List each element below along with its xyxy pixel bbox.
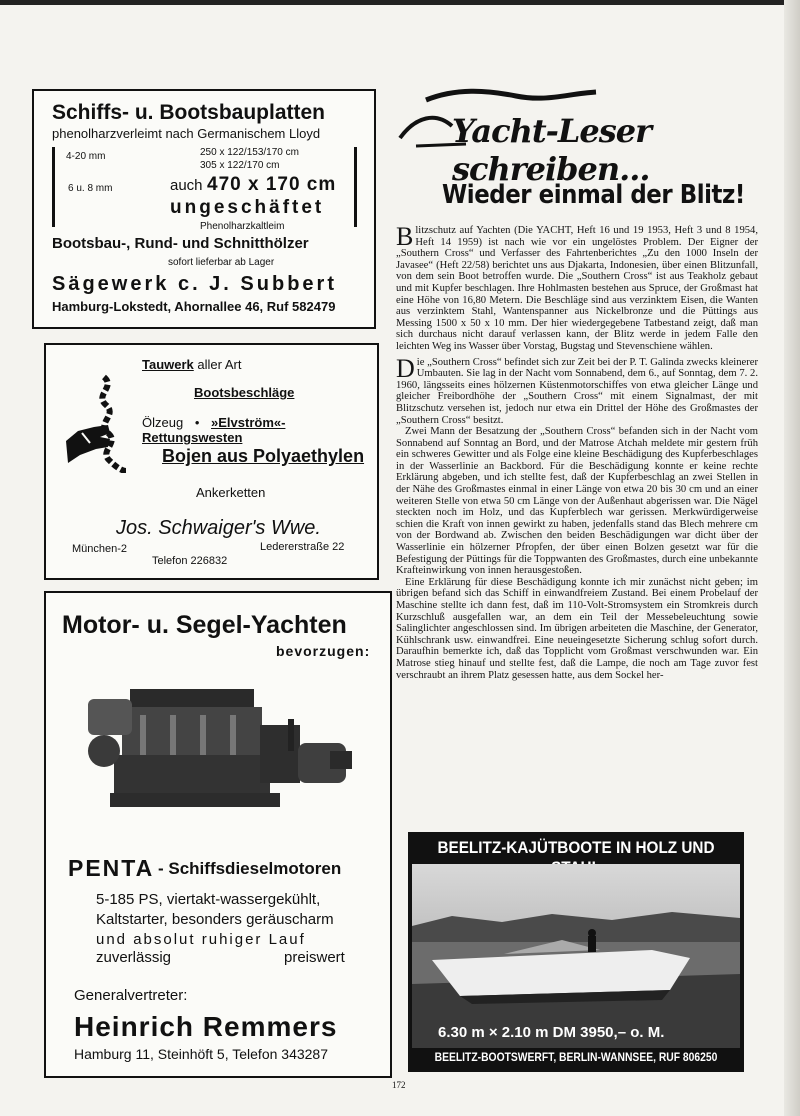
ad1-thickness-2: 6 u. 8 mm (68, 183, 113, 194)
ad1-stock: sofort lieferbar ab Lager (168, 257, 275, 268)
ad2-oilskins: Ölzeug (142, 415, 184, 430)
article-body (396, 222, 758, 681)
ad3-affordable: preiswert (284, 949, 345, 966)
ad3-brand: PENTA (68, 855, 155, 881)
ad1-woods: Bootsbau-, Rund- und Schnitthölzer (52, 235, 309, 252)
ad-rigging-supplies (44, 343, 379, 580)
ad4-specs: 6.30 m × 2.10 m DM 3950,– o. M. (438, 1024, 665, 1041)
article-headline: Wieder einmal der Blitz! (442, 180, 745, 210)
letters-heading (396, 86, 751, 188)
ad2-anchor-chains: Ankerketten (196, 485, 266, 500)
ad2-company: Jos. Schwaiger's Wwe. (116, 517, 321, 539)
ad3-feature-3: und absolut ruhiger Lauf (96, 931, 306, 948)
article-paragraph-1 (396, 222, 758, 353)
ad3-prefer: bevorzugen: (276, 643, 371, 659)
page-number: 172 (392, 1080, 406, 1090)
article-paragraph-3: Zwei Mann der Besatzung der „Southern Cross“ befanden sich in der Nacht vom Sonnabend auf Sonntag an Bord, und der Matrose Atchah meldete mir gestern früh ein schweres Gewitter und als Folge eine kleine Beschädigung des Kupferbeschlages in der Wasserlinie an Backbord. Für die Beschädigung konnte er keine rechte Erklärung abgeben, und ich stellte fest, daß der Kupferbeschlag an zwei Stellen in der Nähe des Großmastes einmal in einer Länge von etwa 20 bis 30 cm und an einer weiteren Stelle von etwa 50 cm Länge von der Außenhaut abgerissen war. Die Nägel steckten noch im Holz, und das Kupferblech war gerissen. Merkwürdigerweise schien die Kraft von innen gewirkt zu haben, jedenfalls stand das Blech mehrere cm von der Bordwand ab. Zwischen den beiden Beschädigungen war dicht über der Wasserlinie ein hölzerner Pfropfen, der über einen Bolzen gesetzt war für die Befestigung der Püttings für die Toppwanten des Großmastes, durch eine unbekannte Krafteinwirkung von innen herausgestoßen. (396, 426, 758, 577)
ad3-feature-2: Kaltstarter, besonders geräuscharm (96, 911, 334, 928)
ad3-feature-1: 5-185 PS, viertakt-wassergekühlt, (96, 891, 321, 908)
ad2-rope-rest: aller Art (197, 357, 242, 372)
ad3-rep-label: Generalvertreter: (74, 987, 188, 1004)
ad2-lifejackets: »Elvström«-Rettungswesten (142, 415, 286, 445)
ad3-title: Motor- u. Segel-Yachten (62, 611, 347, 639)
motorboat-photo (412, 864, 740, 1048)
ad1-right-bar (354, 147, 357, 227)
ad1-sizes-2: 305 x 122/170 cm (200, 160, 280, 171)
ad2-fittings: Bootsbeschläge (194, 385, 295, 400)
ad3-product: - Schiffsdieselmotoren (158, 859, 342, 878)
ad2-buoys: Bojen aus Polyaethylen (162, 446, 365, 466)
article-paragraph-2 (396, 353, 758, 427)
article-paragraph-4: Eine Erklärung für diese Beschädigung konnte ich mir zunächst nicht geben; im übrigen befand sich das Schiff in einwandfreiem Zustand. Bei einem Probelauf der Maschine stellte ich dann fest, daß im 110-Volt-Stromsystem ein Stromkreis durch Kurzschluß ausgefallen war, an dem ein Teil der Messebeleuchtung sowie Salinglichter angeschlossen sind. Im übrigen arbeiteten die Maschine, der Generator, Kühlschrank usw. einwandfrei. Eine neueingesetzte Sicherung schlug sofort durch. Daraufhin bemerkte ich, daß das Topplicht vom Großmast verschwunden war. Ein Matrose stieg hinauf und stellte fest, daß die Lampe, die noch am Tage zuvor fest verschraubt an ihrem Platz gesessen hatte, aus dem Sockel her- (396, 576, 758, 681)
ad1-big-size: 470 x 170 cm (207, 174, 337, 195)
ad2-separator: • (194, 415, 200, 430)
ad3-rep-address: Hamburg 11, Steinhöft 5, Telefon 343287 (74, 1046, 328, 1062)
page-binding-edge (784, 0, 800, 1116)
ad-beelitz-boats (408, 832, 744, 1072)
ad4-footer: BEELITZ-BOOTSWERFT, BERLIN-WANNSEE, RUF 806250 (434, 1050, 718, 1064)
ad4-title: BEELITZ-KAJÜTBOOTE IN HOLZ UND (437, 838, 715, 857)
ad1-company: Sägewerk c. J. Subbert (52, 273, 337, 295)
ad3-reliable: zuverlässig (96, 949, 172, 966)
ad1-unjoined: ungeschäftet (170, 197, 325, 218)
ad-boat-plywood (32, 89, 376, 329)
ad2-rope-label: Tauwerk (142, 357, 194, 372)
ad1-address: Hamburg-Lokstedt, Ahornallee 46, Ruf 582479 (52, 299, 336, 314)
ad1-glue: Phenolharzkaltleim (200, 221, 285, 232)
ad2-street: Ledererstraße 22 (260, 541, 345, 553)
ad1-title: Schiffs- u. Bootsbauplatten (52, 101, 325, 124)
diesel-engine-image (84, 685, 356, 815)
ad2-line1 (142, 357, 241, 372)
ad-penta-engines (44, 591, 392, 1078)
ad1-sizes-1: 250 x 122/153/170 cm (200, 147, 299, 158)
dropcap-d: D (396, 353, 415, 383)
page-top-edge (0, 0, 800, 5)
ad1-left-bar (52, 147, 55, 227)
article-paragraph-2-text: ie „Southern Cross“ befindet sich zur Zeit bei der P. T. Galinda zwecks kleinerer Umbauten. Sie lag in der Nacht vom Sonnabend, dem 6., auf Sonntag, dem 7. 2. 1960, längsseits eines hölzernen Küstenmotorschiffes von etwa gleicher Länge und gleicher Freibordhöhe der „Southern Cross“ mit einem Signalmast, der mit Blitzschutz versehen ist, jedoch nur etwa ein Drittel der Höhe des Großmastes der „Southern Cross“ besitzt. (396, 356, 758, 426)
ad2-city: München-2 (72, 543, 128, 555)
ad1-subtitle: phenolharzverleimt nach Germanischem Lloyd (52, 126, 321, 141)
ad1-thickness-1: 4-20 mm (66, 151, 106, 162)
ad2-line3 (142, 415, 377, 445)
article-paragraph-1-text: litzschutz auf Yachten (Die YACHT, Heft 16 und 19 1953, Heft 3 und 8 1954, Heft 14 1959) ist nach wie vor ein ungelöstes Problem. Der Eigner der „Southern Cross“ und Verfasser des Fahrtenberichtes „Zu den 1000 Inseln der Javasee“ (Heft 22/58) berichtet uns aus Djakarta, Indonesien, über einen Blitzunfall, von dem sein Boot betroffen wurde. Die „Southern Cross“ ist aus Teakholz gebaut und mit Kupfer beschlagen. Ihre Hohlmasten bestehen aus Spruce, der Großmast hat eine Höhe von 16,80 Metern. Die Beschläge sind aus verzinktem Eisen, die Wanten aus verzinktem Stahl, Wantenspanner aus Nickelbronze und die Püttings aus Messing 1500 x 50 x 10 mm. Der hier wiedergegebene Tatbestand zeigt, daß man sich durchaus nicht darauf verlassen kann, der Blitz werde in jedem Falle den leichten Weg ins Wasser über Vorstag, Bugstag und Stevenschiene wählen. (396, 225, 758, 352)
ad1-also: auch (170, 177, 203, 194)
letters-heading-text: Yacht-Leser schreiben... (452, 112, 651, 188)
rope-hand-icon (64, 373, 136, 473)
ad3-rep-name: Heinrich Remmers (74, 1011, 338, 1042)
ad2-phone: Telefon 226832 (152, 555, 228, 567)
dropcap-b: B (396, 222, 414, 251)
